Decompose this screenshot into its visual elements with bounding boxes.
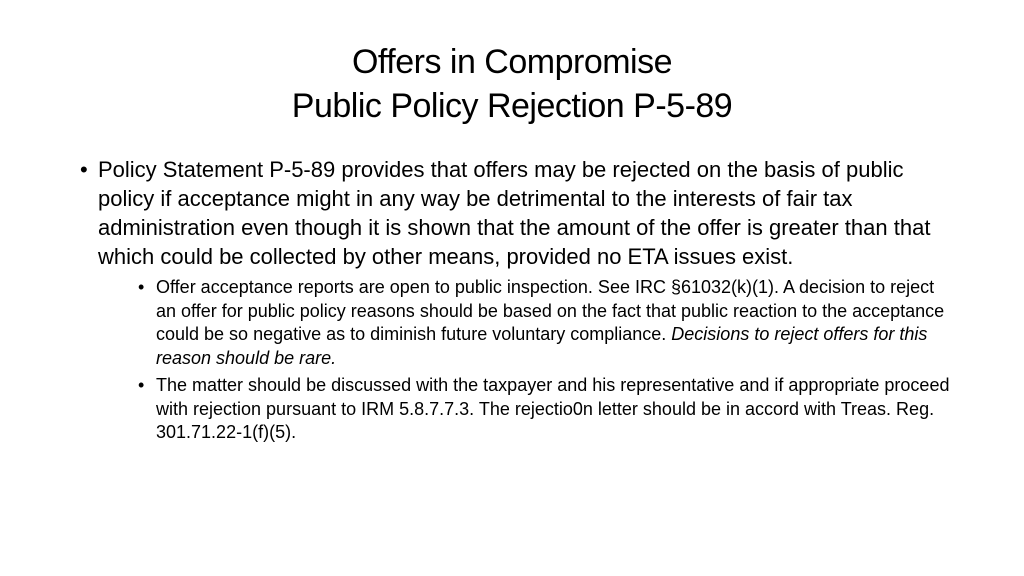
sub-bullet-text: Offer acceptance reports are open to public inspection. See IRC §61032(k)(1). A decision to reject an offer for public policy reasons should be based on the fact that public reaction to the acceptance could be so negative as to diminish future voluntary compliance. [156, 277, 945, 344]
main-bullet-item [78, 155, 958, 271]
slide-title [0, 40, 1024, 128]
sub-bullet-text: The matter should be discussed with the taxpayer and his representative and if appropriate proceed with rejection pursuant to IRM 5.8.7.7.3. The rejectio0n letter should be in accord with Treas. Reg. 301.71.22-1(f)(5). [156, 375, 950, 442]
main-bullet-text: Policy Statement P-5-89 provides that offers may be rejected on the basis of public policy if acceptance might in any way be detrimental to the interests of fair tax administration even though it is shown that the amount of the offer is greater than that which could be collected by other means, provided no ETA issues exist. [98, 157, 931, 269]
sub-bullet-item [136, 374, 958, 445]
bullet-icon: • [138, 277, 145, 297]
sub-bullet-emphasis: Decisions to reject offers for this reason should be rare. [156, 324, 928, 368]
sub-bullet-item [136, 276, 958, 370]
title-line-2: Public Policy Rejection P-5-89 [291, 87, 733, 125]
slide-body [78, 155, 958, 445]
title-line-1: Offers in Compromise [351, 43, 673, 81]
bullet-icon: • [138, 375, 145, 395]
bullet-icon: • [80, 157, 88, 182]
